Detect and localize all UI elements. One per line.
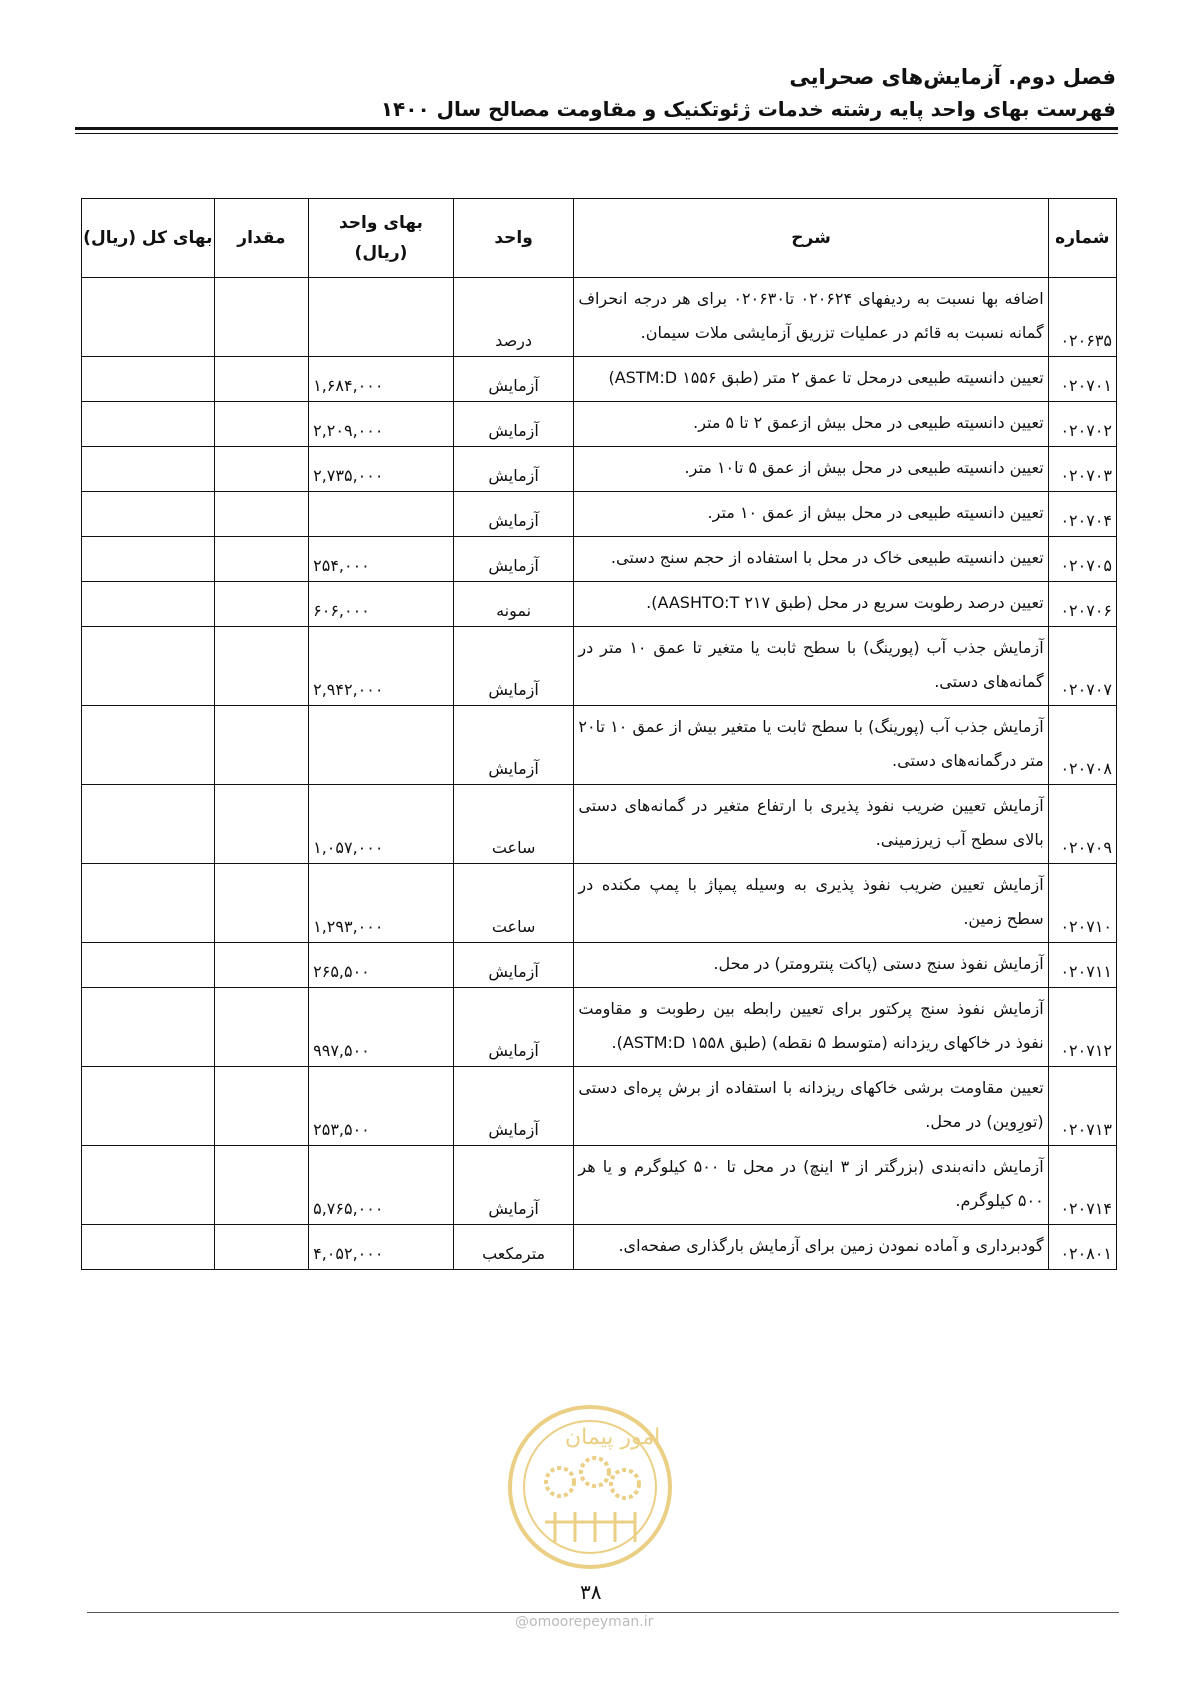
row-quantity-cell bbox=[214, 864, 308, 943]
row-unit-cell: آزمایش bbox=[453, 1146, 574, 1225]
row-quantity-cell bbox=[214, 278, 308, 357]
row-unit-price-cell bbox=[309, 492, 454, 537]
row-code-cell: ۰۲۰۷۱۰ bbox=[1048, 864, 1116, 943]
table-row bbox=[82, 582, 1117, 627]
header-rule-thick bbox=[75, 127, 1118, 130]
row-unit-price-cell: ۱,۶۸۴,۰۰۰ bbox=[309, 357, 454, 402]
row-unit-cell: آزمایش bbox=[453, 492, 574, 537]
row-total-cell bbox=[82, 537, 215, 582]
row-quantity-cell bbox=[214, 988, 308, 1067]
row-unit-cell: درصد bbox=[453, 278, 574, 357]
row-code-cell: ۰۲۰۷۱۴ bbox=[1048, 1146, 1116, 1225]
row-description-cell: آزمایش تعیین ضریب نفوذ پذیری با ارتفاع متغیر در گمانه‌های دستی بالای سطح آب زیرزمینی. bbox=[574, 785, 1048, 864]
row-unit-cell: آزمایش bbox=[453, 1067, 574, 1146]
row-description-cell: آزمایش جذب آب (پورینگ) با سطح ثابت یا متغیر تا عمق ۱۰ متر در گمانه‌های دستی. bbox=[574, 627, 1048, 706]
row-total-cell bbox=[82, 864, 215, 943]
row-unit-price-cell: ۲,۷۳۵,۰۰۰ bbox=[309, 447, 454, 492]
row-quantity-cell bbox=[214, 706, 308, 785]
header-qty: مقدار bbox=[214, 199, 308, 278]
row-code-cell: ۰۲۰۷۰۱ bbox=[1048, 357, 1116, 402]
row-code-cell: ۰۲۰۷۰۸ bbox=[1048, 706, 1116, 785]
row-unit-cell: آزمایش bbox=[453, 537, 574, 582]
table-row bbox=[82, 706, 1117, 785]
row-description-cell: اضافه بها نسبت به ردیفهای ۰۲۰۶۲۴ تا۰۲۰۶۳۰ برای هر درجه انحراف گمانه نسبت به قائم در عملیات تزریق آزمایشی ملات سیمان. bbox=[574, 278, 1048, 357]
row-quantity-cell bbox=[214, 627, 308, 706]
row-description-cell: تعیین درصد رطوبت سریع در محل (طبق AASHTO:T ۲۱۷). bbox=[574, 582, 1048, 627]
header-unit-price bbox=[309, 199, 454, 278]
row-unit-price-cell: ۹۹۷,۵۰۰ bbox=[309, 988, 454, 1067]
row-unit-cell: ساعت bbox=[453, 864, 574, 943]
table-row bbox=[82, 988, 1117, 1067]
row-quantity-cell bbox=[214, 537, 308, 582]
seal-watermark-icon bbox=[505, 1402, 675, 1572]
row-unit-cell: نمونه bbox=[453, 582, 574, 627]
table-row bbox=[82, 627, 1117, 706]
row-code-cell: ۰۲۰۷۰۴ bbox=[1048, 492, 1116, 537]
row-code-cell: ۰۲۰۷۰۶ bbox=[1048, 582, 1116, 627]
row-unit-price-cell: ۱,۰۵۷,۰۰۰ bbox=[309, 785, 454, 864]
row-total-cell bbox=[82, 402, 215, 447]
header-unit-price-sub: (ریال) bbox=[354, 243, 408, 263]
row-description-cell: آزمایش نفوذ سنج پرکتور برای تعیین رابطه بین رطوبت و مقاومت نفوذ در خاکهای ریزدانه (متوسط ۵ نقطه) (طبق ASTM:D ۱۵۵۸). bbox=[574, 988, 1048, 1067]
table-row bbox=[82, 447, 1117, 492]
table-row bbox=[82, 1146, 1117, 1225]
row-unit-price-cell: ۲,۹۴۲,۰۰۰ bbox=[309, 627, 454, 706]
row-code-cell: ۰۲۰۷۰۳ bbox=[1048, 447, 1116, 492]
row-description-cell: آزمایش نفوذ سنج دستی (پاکت پنترومتر) در محل. bbox=[574, 943, 1048, 988]
row-unit-price-cell: ۴,۰۵۲,۰۰۰ bbox=[309, 1225, 454, 1270]
row-quantity-cell bbox=[214, 785, 308, 864]
page-number: ۳۸ bbox=[580, 1580, 602, 1604]
price-list-table bbox=[81, 198, 1117, 1270]
row-quantity-cell bbox=[214, 447, 308, 492]
row-total-cell bbox=[82, 357, 215, 402]
header-desc: شرح bbox=[574, 199, 1048, 278]
row-code-cell: ۰۲۰۷۱۱ bbox=[1048, 943, 1116, 988]
seal-text: امور پیمان bbox=[565, 1425, 661, 1450]
row-quantity-cell bbox=[214, 943, 308, 988]
header-unit-price-label: بهای واحد bbox=[338, 213, 423, 233]
row-description-cell: تعیین مقاومت برشی خاکهای ریزدانه با استفاده از برش پره‌ای دستی (تورِوین) در محل. bbox=[574, 1067, 1048, 1146]
row-description-cell: آزمایش تعیین ضریب نفوذ پذیری به وسیله پمپاژ با پمپ مکنده در سطح زمین. bbox=[574, 864, 1048, 943]
header-rule-thin bbox=[75, 133, 1118, 134]
row-unit-cell: ساعت bbox=[453, 785, 574, 864]
table-row bbox=[82, 785, 1117, 864]
row-code-cell: ۰۲۰۷۱۳ bbox=[1048, 1067, 1116, 1146]
table-row bbox=[82, 1067, 1117, 1146]
row-total-cell bbox=[82, 1067, 215, 1146]
row-total-cell bbox=[82, 943, 215, 988]
row-description-cell: تعیین دانسیته طبیعی در محل بیش از عمق ۱۰ متر. bbox=[574, 492, 1048, 537]
row-code-cell: ۰۲۰۷۰۹ bbox=[1048, 785, 1116, 864]
footer-rule bbox=[87, 1612, 1119, 1613]
row-quantity-cell bbox=[214, 582, 308, 627]
row-quantity-cell bbox=[214, 1225, 308, 1270]
row-code-cell: ۰۲۰۸۰۱ bbox=[1048, 1225, 1116, 1270]
watermark-url: @omoorepeyman.ir bbox=[515, 1614, 654, 1630]
page-header bbox=[381, 62, 1116, 124]
row-description-cell: تعیین دانسیته طبیعی در محل بیش ازعمق ۲ تا ۵ متر. bbox=[574, 402, 1048, 447]
row-unit-cell: آزمایش bbox=[453, 706, 574, 785]
row-unit-cell: آزمایش bbox=[453, 357, 574, 402]
row-unit-cell: آزمایش bbox=[453, 988, 574, 1067]
row-unit-price-cell bbox=[309, 706, 454, 785]
row-total-cell bbox=[82, 447, 215, 492]
row-total-cell bbox=[82, 706, 215, 785]
row-quantity-cell bbox=[214, 1146, 308, 1225]
row-total-cell bbox=[82, 627, 215, 706]
header-unit: واحد bbox=[453, 199, 574, 278]
row-unit-price-cell: ۲۵۴,۰۰۰ bbox=[309, 537, 454, 582]
row-unit-price-cell: ۶۰۶,۰۰۰ bbox=[309, 582, 454, 627]
table-row bbox=[82, 278, 1117, 357]
header-code: شماره bbox=[1048, 199, 1116, 278]
row-unit-price-cell: ۵,۷۶۵,۰۰۰ bbox=[309, 1146, 454, 1225]
table-row bbox=[82, 1225, 1117, 1270]
row-total-cell bbox=[82, 582, 215, 627]
row-code-cell: ۰۲۰۷۰۵ bbox=[1048, 537, 1116, 582]
row-description-cell: گودبرداری و آماده نمودن زمین برای آزمایش بارگذاری صفحه‌ای. bbox=[574, 1225, 1048, 1270]
chapter-title: فصل دوم. آزمایش‌های صحرایی bbox=[789, 65, 1116, 89]
row-description-cell: تعیین دانسیته طبیعی در محل بیش از عمق ۵ تا۱۰ متر. bbox=[574, 447, 1048, 492]
table-row bbox=[82, 943, 1117, 988]
row-description-cell: تعیین دانسیته طبیعی درمحل تا عمق ۲ متر (طبق ASTM:D ۱۵۵۶) bbox=[574, 357, 1048, 402]
table-row bbox=[82, 537, 1117, 582]
row-unit-cell: آزمایش bbox=[453, 943, 574, 988]
row-total-cell bbox=[82, 988, 215, 1067]
row-quantity-cell bbox=[214, 1067, 308, 1146]
row-description-cell: تعیین دانسیته طبیعی خاک در محل با استفاده از حجم سنج دستی. bbox=[574, 537, 1048, 582]
row-total-cell bbox=[82, 1225, 215, 1270]
row-unit-cell: مترمکعب bbox=[453, 1225, 574, 1270]
row-description-cell: آزمایش جذب آب (پورینگ) با سطح ثابت یا متغیر بیش از عمق ۱۰ تا۲۰ متر درگمانه‌های دستی. bbox=[574, 706, 1048, 785]
row-code-cell: ۰۲۰۷۰۲ bbox=[1048, 402, 1116, 447]
row-unit-price-cell: ۲۶۵,۵۰۰ bbox=[309, 943, 454, 988]
row-unit-cell: آزمایش bbox=[453, 447, 574, 492]
row-code-cell: ۰۲۰۷۰۷ bbox=[1048, 627, 1116, 706]
row-description-cell: آزمایش دانه‌بندی (بزرگتر از ۳ اینچ) در محل تا ۵۰۰ کیلوگرم و یا هر ۵۰۰ کیلوگرم. bbox=[574, 1146, 1048, 1225]
table-row bbox=[82, 357, 1117, 402]
row-total-cell bbox=[82, 1146, 215, 1225]
table-row bbox=[82, 864, 1117, 943]
row-total-cell bbox=[82, 278, 215, 357]
row-unit-cell: آزمایش bbox=[453, 627, 574, 706]
row-total-cell bbox=[82, 492, 215, 537]
document-subtitle: فهرست بهای واحد پایه رشته خدمات ژئوتکنیک و مقاومت مصالح سال ۱۴۰۰ bbox=[380, 97, 1116, 121]
row-code-cell: ۰۲۰۶۳۵ bbox=[1048, 278, 1116, 357]
row-quantity-cell bbox=[214, 402, 308, 447]
row-total-cell bbox=[82, 785, 215, 864]
table-header-row bbox=[82, 199, 1117, 278]
row-unit-price-cell: ۱,۲۹۳,۰۰۰ bbox=[309, 864, 454, 943]
row-unit-price-cell: ۲,۲۰۹,۰۰۰ bbox=[309, 402, 454, 447]
row-quantity-cell bbox=[214, 357, 308, 402]
row-code-cell: ۰۲۰۷۱۲ bbox=[1048, 988, 1116, 1067]
row-unit-price-cell bbox=[309, 278, 454, 357]
table-row bbox=[82, 402, 1117, 447]
row-unit-price-cell: ۲۵۳,۵۰۰ bbox=[309, 1067, 454, 1146]
row-quantity-cell bbox=[214, 492, 308, 537]
row-unit-cell: آزمایش bbox=[453, 402, 574, 447]
header-total: بهای کل (ریال) bbox=[82, 199, 215, 278]
table-row bbox=[82, 492, 1117, 537]
